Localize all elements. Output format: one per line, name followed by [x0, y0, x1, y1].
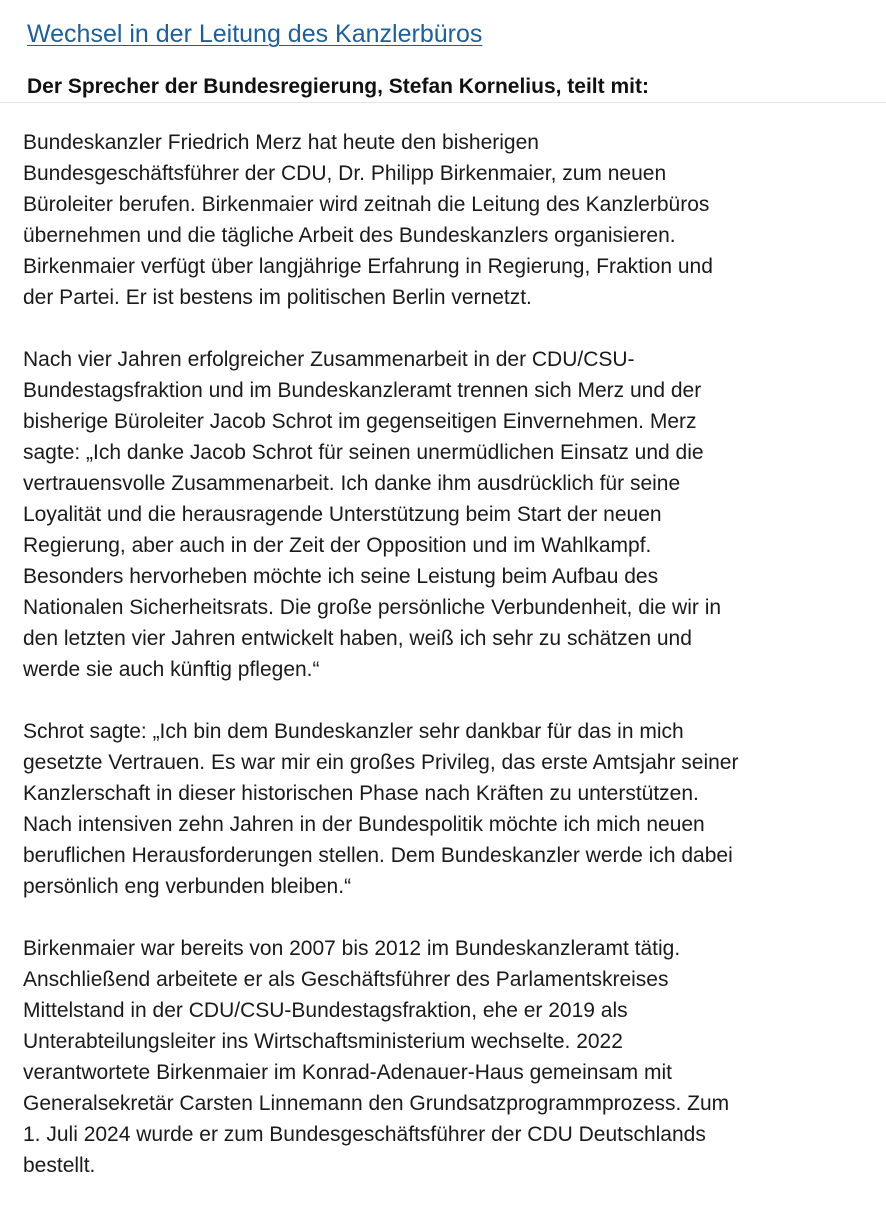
text-line: gesetzte Vertrauen. Es war mir ein großes Privileg, das erste Amtsjahr seiner — [23, 751, 739, 774]
text-line: Besonders hervorheben möchte ich seine Leistung beim Aufbau des — [23, 565, 659, 588]
text-line: Bundeskanzler Friedrich Merz hat heute den bisherigen — [23, 131, 539, 154]
text-line: Birkenmaier war bereits von 2007 bis 2012 im Bundeskanzleramt tätig. — [23, 937, 681, 960]
article-title-link[interactable]: Wechsel in der Leitung des Kanzlerbüros — [27, 20, 483, 48]
text-line: Schrot sagte: „Ich bin dem Bundeskanzler sehr dankbar für das in mich — [23, 720, 684, 743]
text-line: der Partei. Er ist bestens im politischen Berlin vernetzt. — [23, 286, 532, 309]
text-line: Bundestagsfraktion und im Bundeskanzleramt trennen sich Merz und der — [23, 379, 702, 402]
text-line: Unterabteilungsleiter ins Wirtschaftsministerium wechselte. 2022 — [23, 1030, 623, 1053]
text-line: Kanzlerschaft in dieser historischen Phase nach Kräften zu unterstützen. — [23, 782, 699, 805]
text-line: 1. Juli 2024 wurde er zum Bundesgeschäftsführer der CDU Deutschlands — [23, 1123, 706, 1146]
paragraph-schrot-statement — [23, 716, 868, 902]
text-line: Büroleiter berufen. Birkenmaier wird zeitnah die Leitung des Kanzlerbüros — [23, 193, 710, 216]
text-line: übernehmen und die tägliche Arbeit des Bundeskanzlers organisieren. — [23, 224, 676, 247]
paragraph-new-office-head — [23, 127, 868, 313]
text-line: beruflichen Herausforderungen stellen. Dem Bundeskanzler werde ich dabei — [23, 844, 733, 867]
text-line: vertrauensvolle Zusammenarbeit. Ich danke ihm ausdrücklich für seine — [23, 472, 681, 495]
text-line: Anschließend arbeitete er als Geschäftsführer des Parlamentskreises — [23, 968, 669, 991]
text-line: den letzten vier Jahren entwickelt haben, weiß ich sehr zu schätzen und — [23, 627, 692, 650]
article-body — [23, 127, 868, 1212]
text-line: persönlich eng verbunden bleiben.“ — [23, 875, 352, 898]
text-line: bisherige Büroleiter Jacob Schrot im gegenseitigen Einvernehmen. Merz — [23, 410, 697, 433]
text-line: werde sie auch künftig pflegen.“ — [23, 658, 320, 681]
text-line: Mittelstand in der CDU/CSU-Bundestagsfraktion, ehe er 2019 als — [23, 999, 628, 1022]
spokesperson-statement-intro: Der Sprecher der Bundesregierung, Stefan Kornelius, teilt mit: — [27, 75, 649, 98]
text-line: Regierung, aber auch in der Zeit der Opposition und im Wahlkampf. — [23, 534, 652, 557]
text-line: Bundesgeschäftsführer der CDU, Dr. Philipp Birkenmaier, zum neuen — [23, 162, 667, 185]
text-line: Nach vier Jahren erfolgreicher Zusammenarbeit in der CDU/CSU- — [23, 348, 635, 371]
text-line: Nach intensiven zehn Jahren in der Bundespolitik möchte ich mich neuen — [23, 813, 705, 836]
text-line: Birkenmaier verfügt über langjährige Erfahrung in Regierung, Fraktion und — [23, 255, 713, 278]
text-line: Generalsekretär Carsten Linnemann den Grundsatzprogrammprozess. Zum — [23, 1092, 730, 1115]
text-line: verantwortete Birkenmaier im Konrad-Adenauer-Haus gemeinsam mit — [23, 1061, 672, 1084]
press-release-header — [0, 0, 886, 103]
paragraph-birkenmaier-career — [23, 933, 868, 1181]
text-line: Nationalen Sicherheitsrats. Die große persönliche Verbundenheit, die wir in — [23, 596, 722, 619]
text-line: Loyalität und die herausragende Unterstützung beim Start der neuen — [23, 503, 662, 526]
paragraph-merz-statement — [23, 344, 868, 685]
text-line: sagte: „Ich danke Jacob Schrot für seinen unermüdlichen Einsatz und die — [23, 441, 704, 464]
text-line: bestellt. — [23, 1154, 96, 1177]
